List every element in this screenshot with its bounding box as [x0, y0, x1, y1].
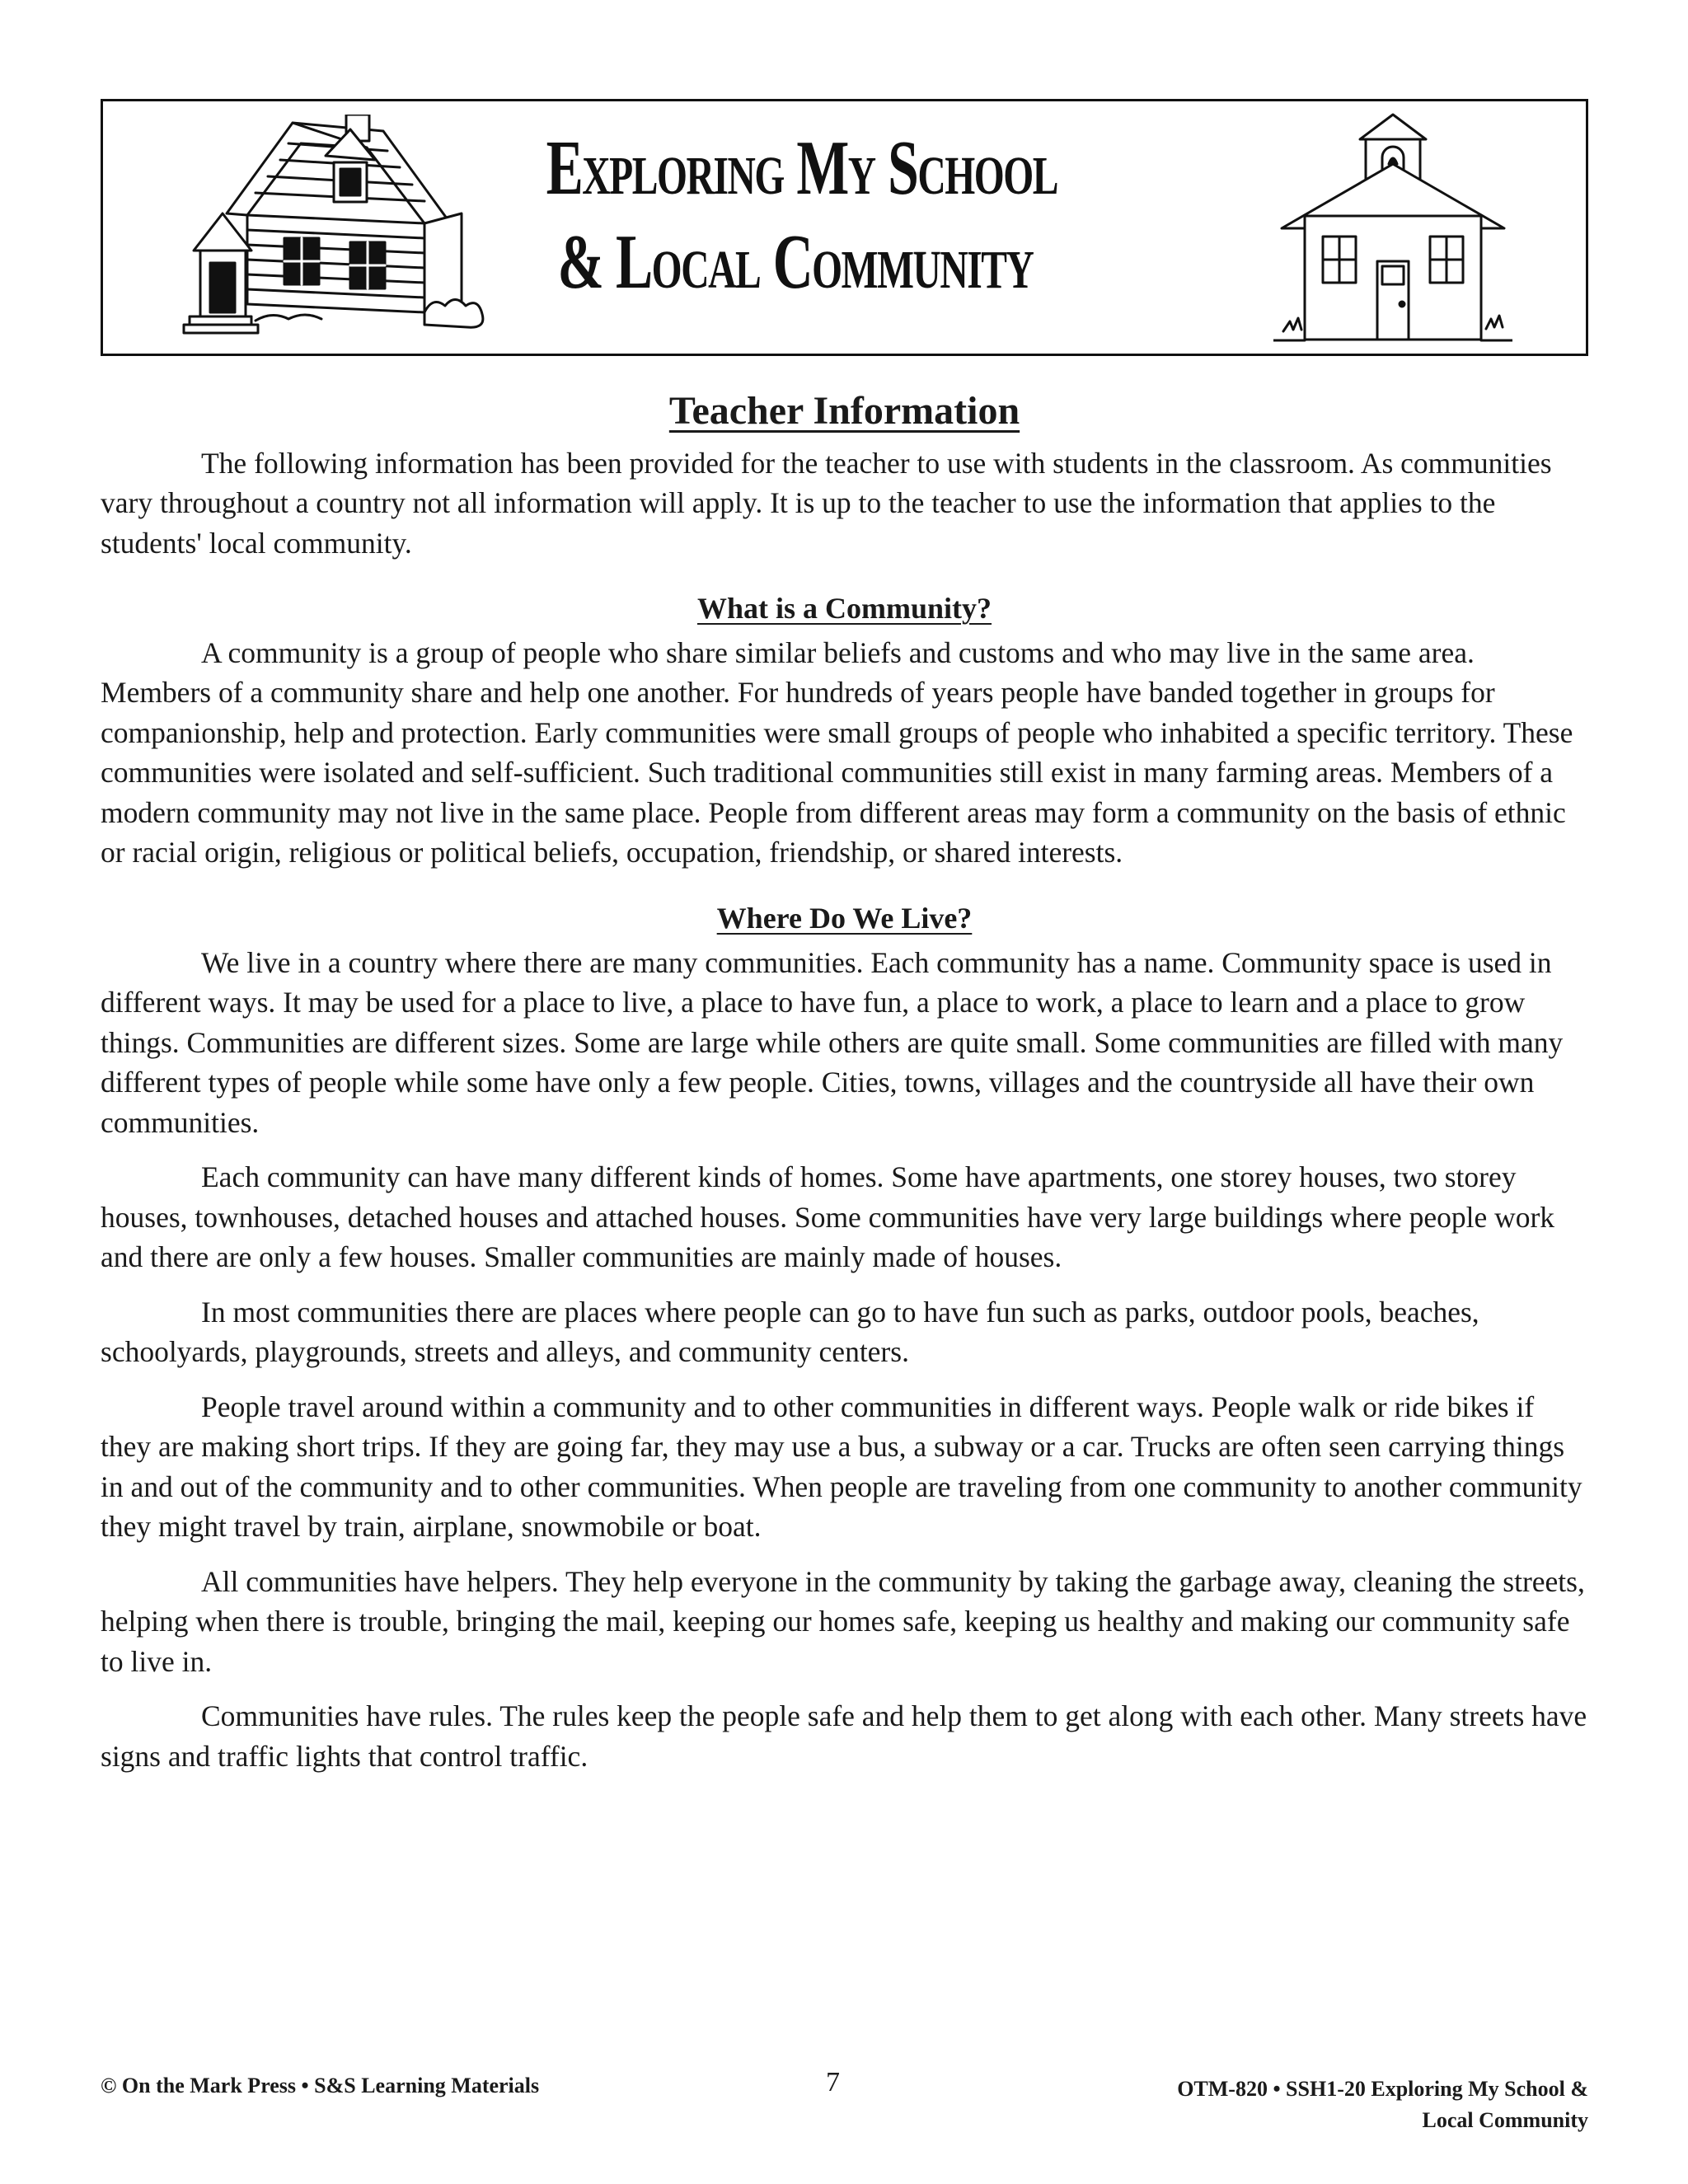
page-number: 7: [826, 2067, 840, 2097]
page-title: Teacher Information: [668, 389, 1020, 433]
paragraph: We live in a country where there are many communities. Each community has a name. Community space is used in different ways. It may be used for a place to live, a place to have fun, a place to work, a place to learn and a place to grow things. Communities are different sizes. Some are large while others are quite small. Some communities are filled with many different types of people while some have only a few people. Cities, towns, villages and the countryside all have their own communities.: [101, 945, 1564, 1139]
paragraph: All communities have helpers. They help everyone in the community by taking the garbage away, cleaning the streets, helping when there is trouble, bringing the mail, keeping our homes safe, keeping us healthy and making our community safe to live in.: [101, 1564, 1585, 1678]
document-page: [101, 0, 1588, 2184]
title-banner: [101, 99, 1588, 356]
page-footer: [101, 2067, 1588, 2141]
banner-title-line-1: Exploring My School: [546, 125, 1058, 211]
schoolhouse-illustration-icon: [1273, 113, 1512, 347]
footer-product-code: [1077, 2074, 1588, 2136]
banner-title-line-2: & Local Community: [557, 219, 1034, 305]
footer-product-line-2: Local Community: [1422, 2108, 1588, 2132]
paragraph: In most communities there are places where people can go to have fun such as parks, outdoor pools, beaches, schoolyards, playgrounds, streets and alleys, and community centers.: [101, 1295, 1479, 1369]
paragraph: Communities have rules. The rules keep the people safe and help them to get along with each other. Many streets have signs and traffic lights that control traffic.: [101, 1699, 1587, 1773]
document-body: [101, 387, 1588, 1791]
paragraph: A community is a group of people who share similar beliefs and customs and who may live in the same area. Members of a community share and help one another. For hundreds of years people have banded together in groups for companionship, help and protection. Early communities were small groups of people who inhabited a specific territory. These communities were isolated and self-sufficient. Such traditional communities still exist in many farming areas. Members of a modern community may not live in the same place. People from different areas may form a community on the basis of ethnic or racial origin, religious or political beliefs, occupation, friendship, or shared interests.: [101, 635, 1573, 869]
intro-paragraph: The following information has been provided for the teacher to use with students in the classroom. As communities vary throughout a country not all information will apply. It is up to the teacher to use the information that applies to the students' local community.: [101, 446, 1552, 560]
section-heading-where-live: Where Do We Live?: [716, 901, 973, 935]
footer-product-line-1: OTM-820 • SSH1-20 Exploring My School &: [1177, 2077, 1588, 2101]
paragraph: Each community can have many different kinds of homes. Some have apartments, one storey houses, two storey houses, townhouses, detached houses and attached houses. Some communities have very large buildings where people work and there are only a few houses. Smaller communities are mainly made of houses.: [101, 1160, 1555, 1274]
paragraph: People travel around within a community and to other communities in different ways. People walk or ride bikes if they are making short trips. If they are going far, they may use a bus, a subway or a car. Trucks are often seen carrying things in and out of the community and to other communities. When people are traveling from one community to another community they might travel by train, airplane, snowmobile or boat.: [101, 1390, 1582, 1544]
banner-title: [449, 125, 1142, 305]
section-heading-community: What is a Community?: [696, 592, 992, 626]
footer-copyright: © On the Mark Press • S&S Learning Materials: [101, 2074, 540, 2097]
